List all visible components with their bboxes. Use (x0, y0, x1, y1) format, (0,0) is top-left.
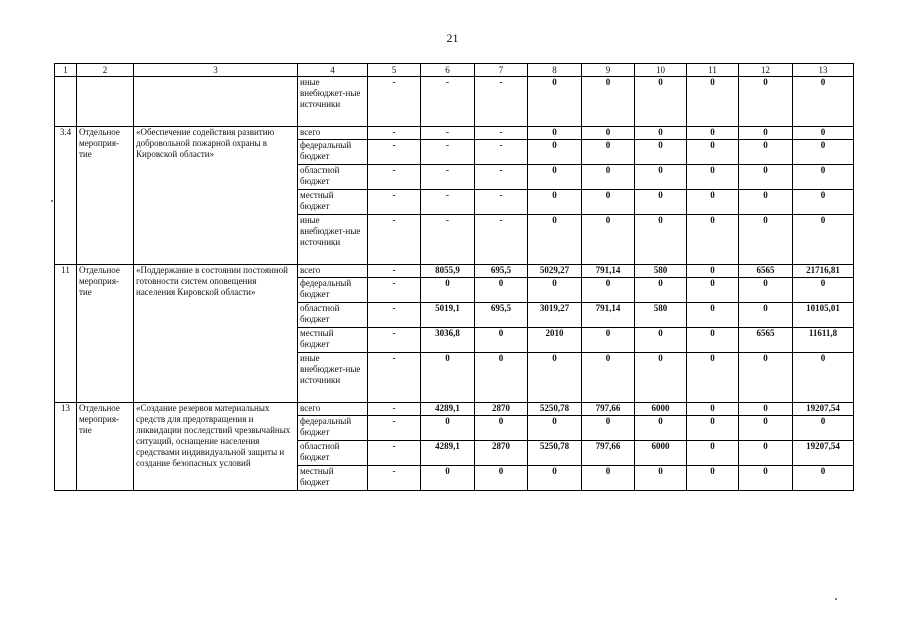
value-cell: 0 (687, 165, 739, 190)
value-cell: 5019,1 (421, 303, 475, 328)
funding-source-cell: областной бюджет (298, 165, 368, 190)
header-cell: 1 (55, 64, 77, 77)
value-cell: 0 (528, 353, 582, 403)
value-cell: 0 (793, 77, 854, 127)
activity-type-cell (77, 77, 134, 127)
value-cell: 0 (528, 140, 582, 165)
value-cell: 11611,8 (793, 328, 854, 353)
value-cell: 0 (687, 416, 739, 441)
value-cell: 0 (635, 127, 687, 140)
value-cell: - (368, 190, 421, 215)
activity-type-cell: Отдельное мероприя-тие (77, 127, 134, 265)
funding-source-cell: всего (298, 127, 368, 140)
funding-source-cell: иные внебюджет-ные источники (298, 353, 368, 403)
scan-artifact (835, 598, 837, 600)
value-cell: - (368, 328, 421, 353)
value-cell: 0 (635, 416, 687, 441)
header-cell: 10 (635, 64, 687, 77)
value-cell: 0 (687, 303, 739, 328)
value-cell: 0 (582, 77, 635, 127)
value-cell: 0 (582, 165, 635, 190)
value-cell: 0 (793, 416, 854, 441)
value-cell: 0 (421, 416, 475, 441)
value-cell: 0 (687, 215, 739, 265)
value-cell: 0 (739, 403, 793, 416)
header-cell: 11 (687, 64, 739, 77)
value-cell: - (368, 466, 421, 491)
value-cell: 3036,8 (421, 328, 475, 353)
value-cell: 6000 (635, 441, 687, 466)
value-cell: 0 (635, 466, 687, 491)
value-cell: 21716,81 (793, 265, 854, 278)
funding-source-cell: всего (298, 403, 368, 416)
value-cell: - (421, 215, 475, 265)
value-cell: 5250,78 (528, 441, 582, 466)
value-cell: 0 (687, 77, 739, 127)
value-cell: - (368, 77, 421, 127)
value-cell: - (368, 165, 421, 190)
value-cell: 0 (635, 77, 687, 127)
value-cell: 0 (793, 353, 854, 403)
value-cell: 0 (528, 165, 582, 190)
value-cell: 0 (582, 140, 635, 165)
value-cell: 0 (793, 215, 854, 265)
value-cell: 0 (528, 416, 582, 441)
activity-name-cell: «Поддержание в состоянии постоянной готовности систем оповещения населения Кировской области» (134, 265, 298, 403)
value-cell: 0 (582, 466, 635, 491)
value-cell: - (421, 190, 475, 215)
scan-artifact (51, 200, 53, 202)
value-cell: 0 (687, 140, 739, 165)
value-cell: - (475, 190, 528, 215)
value-cell: 0 (475, 416, 528, 441)
funding-source-cell: местный бюджет (298, 466, 368, 491)
value-cell: 0 (528, 466, 582, 491)
funding-source-cell: областной бюджет (298, 441, 368, 466)
header-cell: 3 (134, 64, 298, 77)
value-cell: 695,5 (475, 265, 528, 278)
table-row (55, 403, 854, 416)
value-cell: 695,5 (475, 303, 528, 328)
value-cell: 0 (687, 466, 739, 491)
value-cell: 0 (793, 127, 854, 140)
value-cell: 0 (793, 140, 854, 165)
activity-name-cell: «Создание резервов материальных средств для предотвращения и ликвидации последствий чрезвычайных ситуаций, оснащение населения средствами индивидуальной защиты и создание безопасных условий (134, 403, 298, 491)
value-cell: 797,66 (582, 441, 635, 466)
funding-source-cell: федеральный бюджет (298, 416, 368, 441)
value-cell: 0 (421, 466, 475, 491)
value-cell: 0 (739, 416, 793, 441)
activity-type-cell: Отдельное мероприя-тие (77, 403, 134, 491)
header-cell: 7 (475, 64, 528, 77)
value-cell: 6000 (635, 403, 687, 416)
table-row (55, 77, 854, 127)
value-cell: 0 (687, 403, 739, 416)
value-cell: 0 (793, 165, 854, 190)
page-number: 21 (446, 31, 459, 45)
value-cell: - (368, 265, 421, 278)
budget-table (54, 63, 854, 491)
value-cell: 0 (635, 165, 687, 190)
header-cell: 5 (368, 64, 421, 77)
value-cell: - (368, 278, 421, 303)
value-cell: 0 (793, 278, 854, 303)
row-number-cell: 3.4 (55, 127, 77, 265)
table-body (55, 77, 854, 491)
table-row (55, 127, 854, 140)
funding-source-cell: иные внебюджет-ные источники (298, 77, 368, 127)
value-cell: - (368, 127, 421, 140)
value-cell: 0 (739, 303, 793, 328)
value-cell: - (368, 140, 421, 165)
row-number-cell (55, 77, 77, 127)
value-cell: 0 (582, 416, 635, 441)
value-cell: 0 (739, 77, 793, 127)
funding-source-cell: местный бюджет (298, 190, 368, 215)
value-cell: 0 (793, 190, 854, 215)
value-cell: 0 (635, 140, 687, 165)
value-cell: 797,66 (582, 403, 635, 416)
value-cell: - (368, 353, 421, 403)
value-cell: 0 (739, 441, 793, 466)
value-cell: 2010 (528, 328, 582, 353)
value-cell: 4289,1 (421, 441, 475, 466)
value-cell: - (475, 165, 528, 190)
value-cell: 0 (687, 190, 739, 215)
value-cell: 0 (528, 127, 582, 140)
header-cell: 8 (528, 64, 582, 77)
value-cell: - (475, 127, 528, 140)
activity-name-cell: «Обеспечение содействия развитию добровольной пожарной охраны в Кировской области» (134, 127, 298, 265)
header-cell: 12 (739, 64, 793, 77)
header-cell: 9 (582, 64, 635, 77)
funding-source-cell: всего (298, 265, 368, 278)
value-cell: 0 (739, 215, 793, 265)
value-cell: 0 (793, 466, 854, 491)
value-cell: 0 (421, 278, 475, 303)
value-cell: 0 (635, 353, 687, 403)
value-cell: 0 (475, 328, 528, 353)
value-cell: 0 (528, 190, 582, 215)
value-cell: 0 (687, 353, 739, 403)
header-cell: 13 (793, 64, 854, 77)
value-cell: 0 (635, 190, 687, 215)
value-cell: 0 (635, 278, 687, 303)
value-cell: - (475, 77, 528, 127)
value-cell: 0 (635, 328, 687, 353)
value-cell: 0 (475, 278, 528, 303)
row-number-cell: 13 (55, 403, 77, 491)
value-cell: - (421, 140, 475, 165)
header-cell: 4 (298, 64, 368, 77)
value-cell: 0 (687, 265, 739, 278)
value-cell: 6565 (739, 328, 793, 353)
funding-source-cell: иные внебюджет-ные источники (298, 215, 368, 265)
value-cell: 0 (528, 215, 582, 265)
value-cell: - (421, 127, 475, 140)
value-cell: 8055,9 (421, 265, 475, 278)
value-cell: 0 (475, 353, 528, 403)
value-cell: 19207,54 (793, 403, 854, 416)
value-cell: 0 (739, 140, 793, 165)
value-cell: 4289,1 (421, 403, 475, 416)
value-cell: 0 (475, 466, 528, 491)
value-cell: 2870 (475, 403, 528, 416)
value-cell: 0 (582, 353, 635, 403)
value-cell: - (368, 215, 421, 265)
value-cell: 0 (582, 278, 635, 303)
value-cell: 0 (739, 165, 793, 190)
funding-source-cell: федеральный бюджет (298, 278, 368, 303)
value-cell: 5029,27 (528, 265, 582, 278)
value-cell: 580 (635, 303, 687, 328)
activity-type-cell: Отдельное мероприя-тие (77, 265, 134, 403)
value-cell: 0 (582, 127, 635, 140)
value-cell: 0 (582, 190, 635, 215)
value-cell: 0 (582, 215, 635, 265)
value-cell: 5250,78 (528, 403, 582, 416)
header-cell: 2 (77, 64, 134, 77)
table-row (55, 265, 854, 278)
value-cell: - (368, 303, 421, 328)
table-header-row (55, 64, 854, 77)
value-cell: 0 (528, 278, 582, 303)
funding-source-cell: федеральный бюджет (298, 140, 368, 165)
value-cell: 0 (687, 441, 739, 466)
value-cell: 3019,27 (528, 303, 582, 328)
value-cell: 791,14 (582, 265, 635, 278)
value-cell: 0 (687, 278, 739, 303)
value-cell: 0 (687, 127, 739, 140)
value-cell: 2870 (475, 441, 528, 466)
value-cell: 791,14 (582, 303, 635, 328)
value-cell: 0 (528, 77, 582, 127)
row-number-cell: 11 (55, 265, 77, 403)
value-cell: - (368, 416, 421, 441)
value-cell: 0 (739, 190, 793, 215)
value-cell: - (368, 441, 421, 466)
value-cell: 0 (739, 127, 793, 140)
value-cell: 6565 (739, 265, 793, 278)
value-cell: - (421, 165, 475, 190)
funding-source-cell: областной бюджет (298, 303, 368, 328)
funding-source-cell: местный бюджет (298, 328, 368, 353)
value-cell: - (475, 140, 528, 165)
value-cell: - (421, 77, 475, 127)
value-cell: - (368, 403, 421, 416)
value-cell: - (475, 215, 528, 265)
value-cell: 0 (687, 328, 739, 353)
value-cell: 0 (739, 278, 793, 303)
value-cell: 0 (635, 215, 687, 265)
value-cell: 0 (739, 353, 793, 403)
value-cell: 10105,01 (793, 303, 854, 328)
value-cell: 580 (635, 265, 687, 278)
value-cell: 0 (582, 328, 635, 353)
header-cell: 6 (421, 64, 475, 77)
activity-name-cell (134, 77, 298, 127)
value-cell: 0 (739, 466, 793, 491)
value-cell: 0 (421, 353, 475, 403)
value-cell: 19207,54 (793, 441, 854, 466)
